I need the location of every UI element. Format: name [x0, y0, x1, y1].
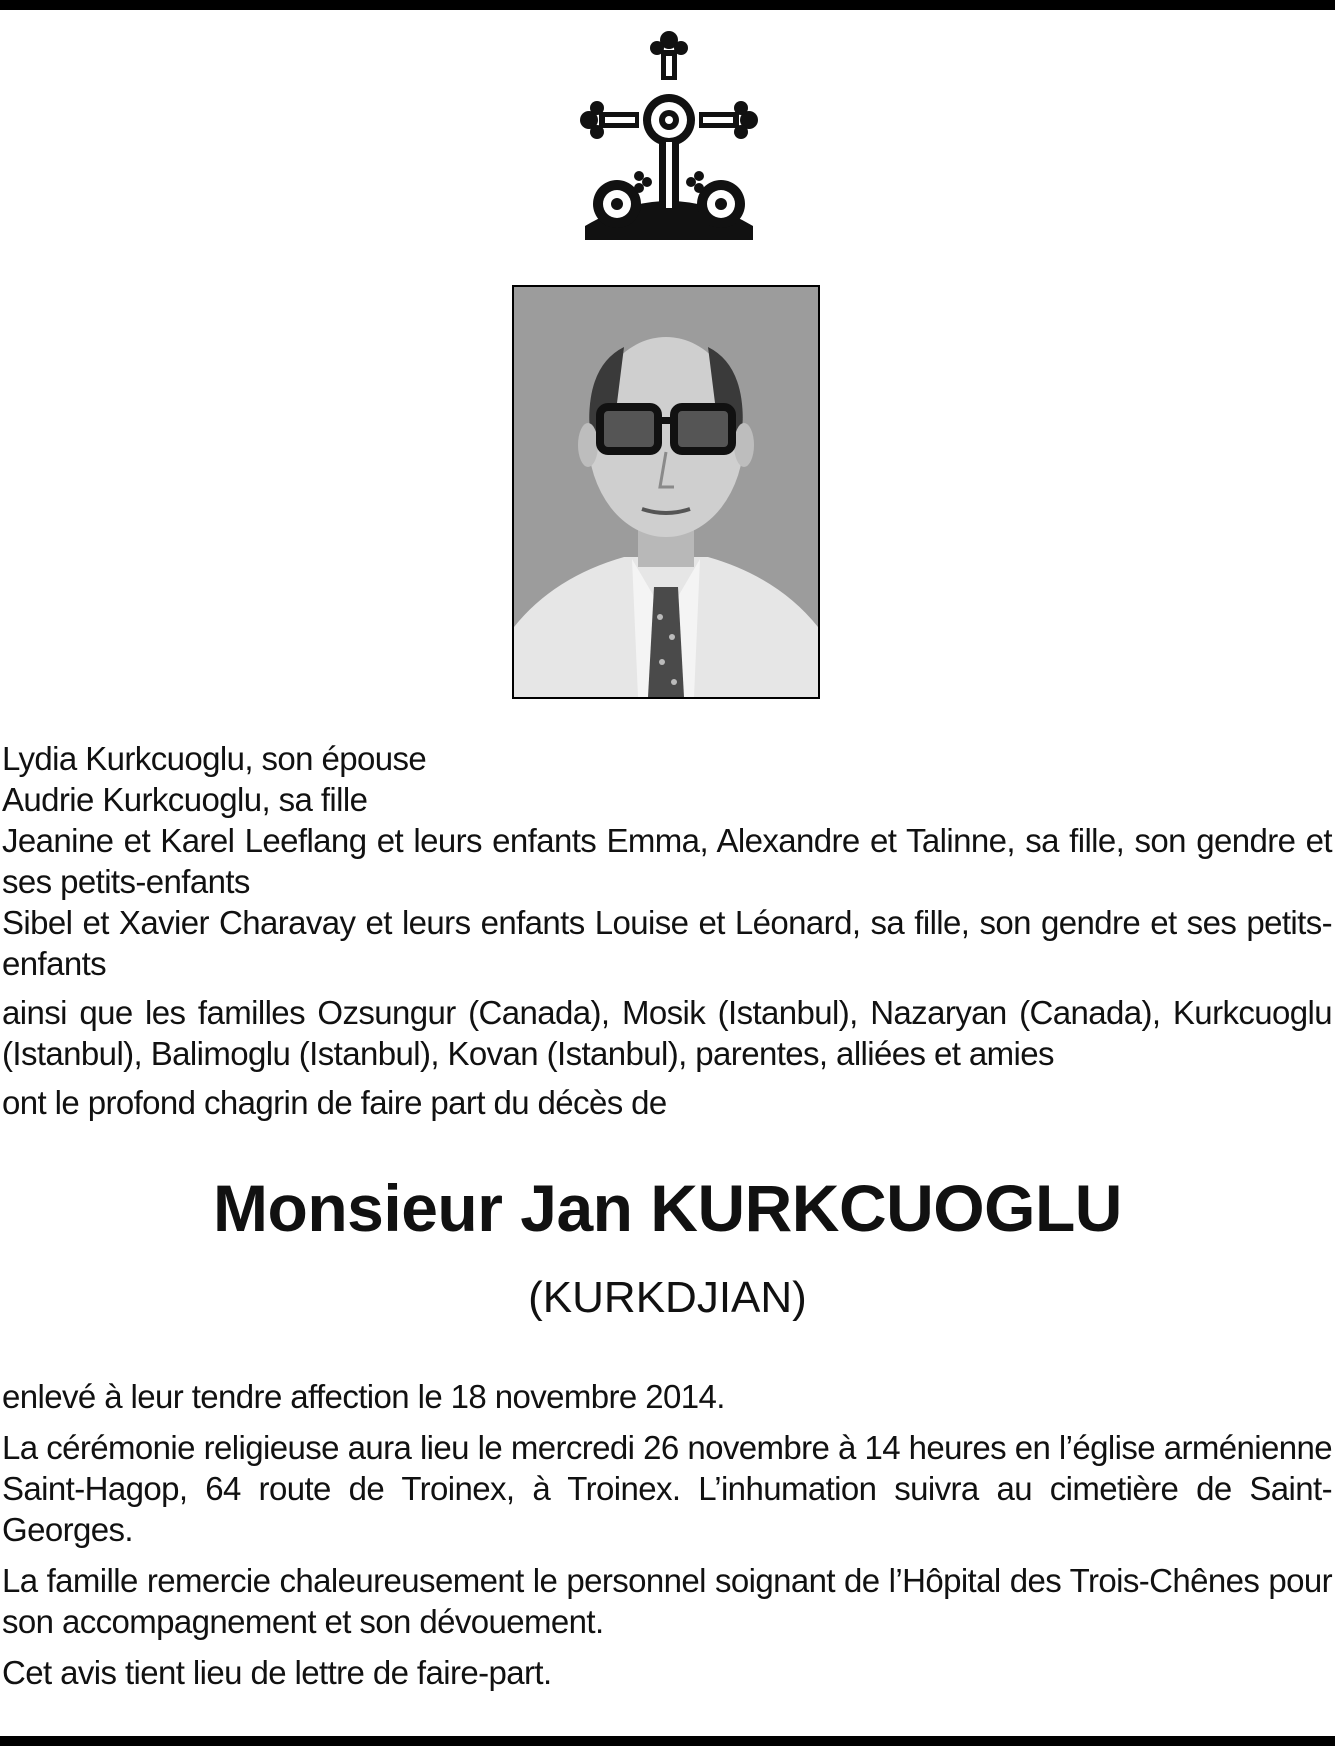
- top-rule: [0, 0, 1335, 10]
- family-line-announcement: ont le profond chagrin de faire part du décès de: [2, 1084, 667, 1121]
- thanks-message: La famille remercie chaleureusement le personnel soignant de l’Hôpital des Trois-Chênes pour son accompagnement et son dévouement.: [2, 1562, 1332, 1640]
- death-notice: enlevé à leur tendre affection le 18 novembre 2014.: [2, 1378, 725, 1415]
- family-line-charavay: Sibel et Xavier Charavay et leurs enfants Louise et Léonard, sa fille, son gendre et ses petits-enfants: [2, 904, 1332, 982]
- bottom-rule: [0, 1736, 1335, 1746]
- family-line-spouse: Lydia Kurkcuoglu, son épouse: [2, 740, 427, 777]
- deceased-alias: (KURKDJIAN): [528, 1273, 807, 1322]
- family-line-relatives: ainsi que les familles Ozsungur (Canada), Mosik (Istanbul), Nazaryan (Canada), Kurkcuoglu (Istanbul), Balimoglu (Istanbul), Kovan (Istanbul), parentes, alliées et amies: [2, 994, 1332, 1072]
- deceased-name: Monsieur Jan KURKCUOGLU: [213, 1171, 1122, 1245]
- family-line-leeflang: Jeanine et Karel Leeflang et leurs enfants Emma, Alexandre et Talinne, sa fille, son gendre et ses petits-enfants: [2, 822, 1332, 900]
- family-line-daughter: Audrie Kurkcuoglu, sa fille: [2, 781, 368, 818]
- funeral-details: [2, 1376, 1332, 1693]
- armenian-cross-icon: [575, 26, 763, 248]
- portrait-photo: [512, 285, 820, 699]
- closing-note: Cet avis tient lieu de lettre de faire-part.: [2, 1654, 552, 1691]
- family-announcement: [2, 738, 1332, 1123]
- ceremony-info: La cérémonie religieuse aura lieu le mercredi 26 novembre à 14 heures en l’église arménienne Saint-Hagop, 64 route de Troinex, à Troinex. L’inhumation suivra au cimetière de Saint-Georges.: [2, 1429, 1332, 1548]
